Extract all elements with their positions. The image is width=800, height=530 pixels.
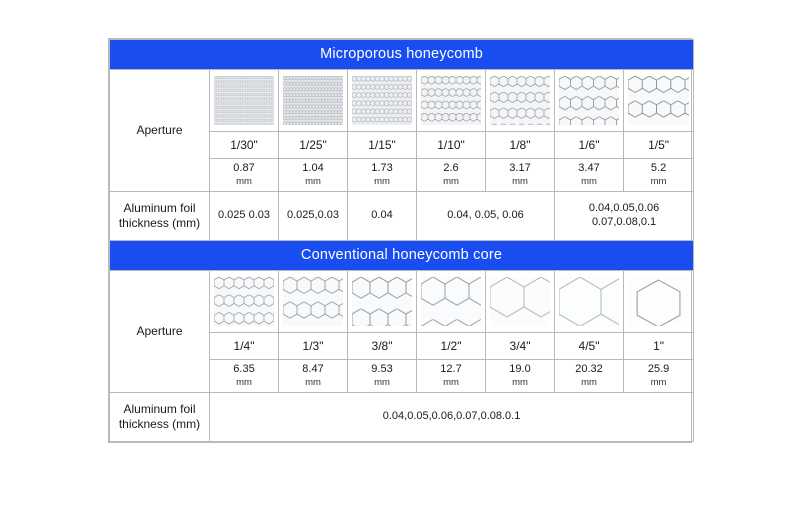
mm-value: 20.32 [575,363,603,376]
row-label-aperture-1: Aperture [110,70,210,192]
aperture-mm-1-2 [279,159,348,192]
cell-pattern-1-1 [210,70,279,132]
aperture-mm-2-5 [486,360,555,393]
aperture-value-1-6: 1/6" [555,132,624,159]
cell-pattern-2-5 [486,271,555,333]
honeycomb-pattern-one-inch [628,277,689,326]
thickness-value-1-4: 0.04, 0.05, 0.06 [417,192,555,241]
aperture-mm-1-3 [348,159,417,192]
mm-value: 3.47 [578,162,600,175]
aperture-mm-2-2 [279,360,348,393]
honeycomb-spec-table [108,38,692,443]
honeycomb-pattern-medium-small [421,76,481,125]
mm-value: 6.35 [233,363,255,376]
honeycomb-pattern-very-fine [214,76,274,125]
section-title-microporous: Microporous honeycomb [110,40,694,70]
aperture-mm-1-6 [555,159,624,192]
aperture-value-2-1: 1/4" [210,333,279,360]
thickness-line-a: 0.04,0.05,0.06 [588,202,660,215]
aperture-value-2-6: 4/5" [555,333,624,360]
aperture-value-2-2: 1/3" [279,333,348,360]
mm-value: 12.7 [440,363,462,376]
mm-unit: mm [581,175,597,187]
aperture-mm-2-1 [210,360,279,393]
mm-unit: mm [443,175,459,187]
mm-unit: mm [236,376,252,388]
mm-value: 8.47 [302,363,324,376]
thickness-value-1-1: 0.025 0.03 [210,192,279,241]
cell-pattern-1-6 [555,70,624,132]
mm-unit: mm [305,175,321,187]
mm-unit: mm [512,175,528,187]
aperture-mm-1-7 [624,159,694,192]
honeycomb-pattern-medium-large [559,76,619,125]
aperture-value-1-7: 1/5" [624,132,694,159]
mm-unit: mm [443,376,459,388]
mm-unit: mm [581,376,597,388]
thickness-label-line2: thickness (mm) [118,216,201,230]
aperture-mm-1-5 [486,159,555,192]
thickness-row-1 [110,192,694,241]
mm-value: 1.04 [302,162,324,175]
pattern-row-2 [110,271,694,333]
mm-value: 5.2 [650,162,667,175]
thickness-two-line [555,202,693,230]
mm-unit: mm [512,376,528,388]
aperture-mm-2-3 [348,360,417,393]
mm-unit: mm [650,376,667,388]
mm-value: 9.53 [371,363,393,376]
aperture-value-2-7: 1" [624,333,694,360]
honeycomb-pattern-half-inch [421,277,481,326]
mm-unit: mm [236,175,252,187]
thickness-value-1-3: 0.04 [348,192,417,241]
thickness-label-line1: Aluminum foil [123,402,196,416]
aperture-mm-2-4 [417,360,486,393]
thickness-value-2-all: 0.04,0.05,0.06,0.07,0.08.0.1 [210,393,694,442]
cell-pattern-2-1 [210,271,279,333]
thickness-line-b: 0.07,0.08,0.1 [591,216,657,228]
aperture-value-1-2: 1/25" [279,132,348,159]
cell-pattern-2-2 [279,271,348,333]
aperture-value-2-5: 3/4" [486,333,555,360]
row-label-thickness-1 [110,192,210,241]
aperture-value-1-1: 1/30" [210,132,279,159]
honeycomb-pattern-large [628,76,689,125]
thickness-label-line1: Aluminum foil [123,201,196,215]
section-header-row-2 [110,241,694,271]
cell-pattern-2-4 [417,271,486,333]
honeycomb-pattern-fine [283,76,343,125]
aperture-value-1-3: 1/15" [348,132,417,159]
cell-pattern-1-4 [417,70,486,132]
honeycomb-pattern-four-fifth-inch [559,277,619,326]
cell-pattern-2-7 [624,271,694,333]
mm-unit: mm [374,175,390,187]
section-header-row-1 [110,40,694,70]
cell-pattern-1-5 [486,70,555,132]
mm-unit: mm [374,376,390,388]
aperture-mm-1-4 [417,159,486,192]
honeycomb-pattern-three-eighth-inch [352,277,412,326]
thickness-value-1-5 [555,192,694,241]
aperture-value-1-5: 1/8" [486,132,555,159]
cell-pattern-1-2 [279,70,348,132]
thickness-value-1-2: 0.025,0.03 [279,192,348,241]
section-title-conventional: Conventional honeycomb core [110,241,694,271]
honeycomb-pattern-medium [490,76,550,125]
cell-pattern-1-7 [624,70,694,132]
aperture-mm-2-7 [624,360,694,393]
thickness-label-line2: thickness (mm) [118,417,201,431]
honeycomb-pattern-quarter-inch [214,277,274,326]
row-label-aperture-2: Aperture [110,271,210,393]
row-label-thickness-2 [110,393,210,442]
aperture-mm-1-1 [210,159,279,192]
mm-value: 25.9 [647,363,670,376]
aperture-mm-2-6 [555,360,624,393]
mm-value: 2.6 [443,162,459,175]
mm-unit: mm [305,376,321,388]
mm-value: 3.17 [509,162,531,175]
cell-pattern-2-3 [348,271,417,333]
cell-pattern-1-3 [348,70,417,132]
honeycomb-pattern-small [352,76,412,125]
aperture-value-1-4: 1/10" [417,132,486,159]
mm-unit: mm [650,175,667,187]
cell-pattern-2-6 [555,271,624,333]
spec-table [109,39,694,442]
mm-value: 19.0 [509,363,531,376]
mm-value: 1.73 [371,162,393,175]
honeycomb-pattern-three-quarter-inch [490,277,550,326]
thickness-row-2 [110,393,694,442]
aperture-value-2-4: 1/2" [417,333,486,360]
pattern-row-1 [110,70,694,132]
honeycomb-pattern-third-inch [283,277,343,326]
mm-value: 0.87 [233,162,255,175]
aperture-value-2-3: 3/8" [348,333,417,360]
